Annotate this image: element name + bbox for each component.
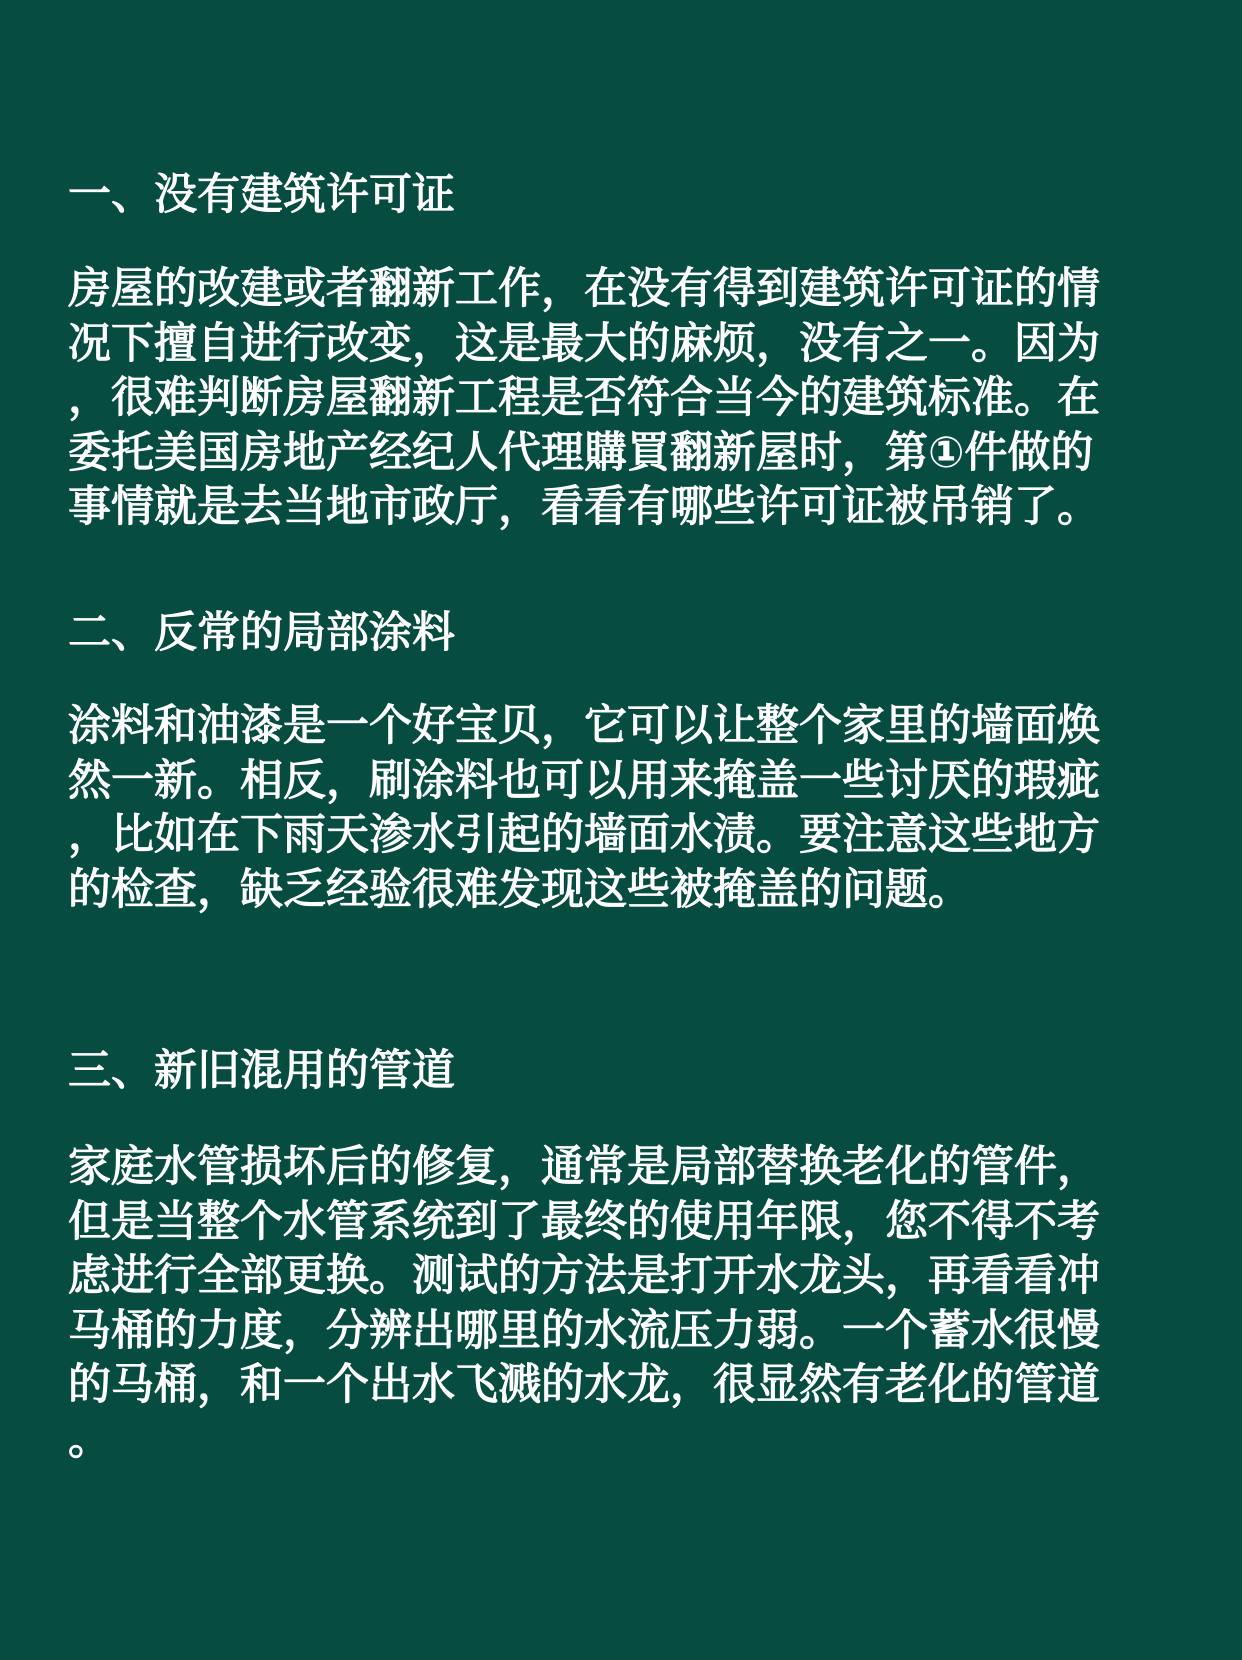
section-3-line: 的马桶，和一个出水飞溅的水龙，很显然有老化的管道	[68, 1360, 1100, 1410]
section-3-line: 马桶的力度，分辨出哪里的水流压力弱。一个蓄水很慢	[68, 1305, 1100, 1356]
section-3-line: 但是当整个水管系统到了最终的使用年限，您不得不考	[68, 1196, 1100, 1247]
section-2-paragraph	[68, 699, 1174, 917]
section-2-line: 的检查，缺乏经验很难发现这些被掩盖的问题。	[68, 864, 971, 915]
section-1-line: 事情就是去当地市政厅，看看有哪些许可证被吊销了。	[68, 482, 1100, 532]
section-3-line: 家庭水管损坏后的修复，通常是局部替换老化的管件，	[68, 1142, 1100, 1192]
section-1-line: 房屋的改建或者翻新工作，在没有得到建筑许可证的情	[68, 264, 1100, 314]
section-1-heading: 一、没有建筑许可证	[68, 170, 455, 220]
section-2-line: 然一新。相反，刷涂料也可以用来掩盖一些讨厌的瑕疵	[68, 755, 1100, 806]
section-3-heading: 三、新旧混用的管道	[68, 1046, 455, 1096]
section-3-line: 虑进行全部更换。测试的方法是打开水龙头，再看看冲	[68, 1251, 1100, 1301]
section-3-paragraph	[68, 1140, 1174, 1467]
section-2-line: 涂料和油漆是一个好宝贝，它可以让整个家里的墙面焕	[68, 701, 1100, 751]
section-1-line: 况下擅自进行改变，这是最大的麻烦，没有之一。因为	[68, 318, 1100, 369]
section-3-line: 。	[68, 1414, 111, 1465]
section-1-line: ，很难判断房屋翻新工程是否符合当今的建筑标准。在	[68, 373, 1100, 423]
section-1-paragraph	[68, 262, 1174, 535]
section-2-heading: 二、反常的局部涂料	[68, 608, 455, 658]
section-2-line: ，比如在下雨天渗水引起的墙面水渍。要注意这些地方	[68, 810, 1100, 860]
section-1-line: 委托美国房地产经纪人代理購買翻新屋时，第①件做的	[68, 427, 1094, 478]
